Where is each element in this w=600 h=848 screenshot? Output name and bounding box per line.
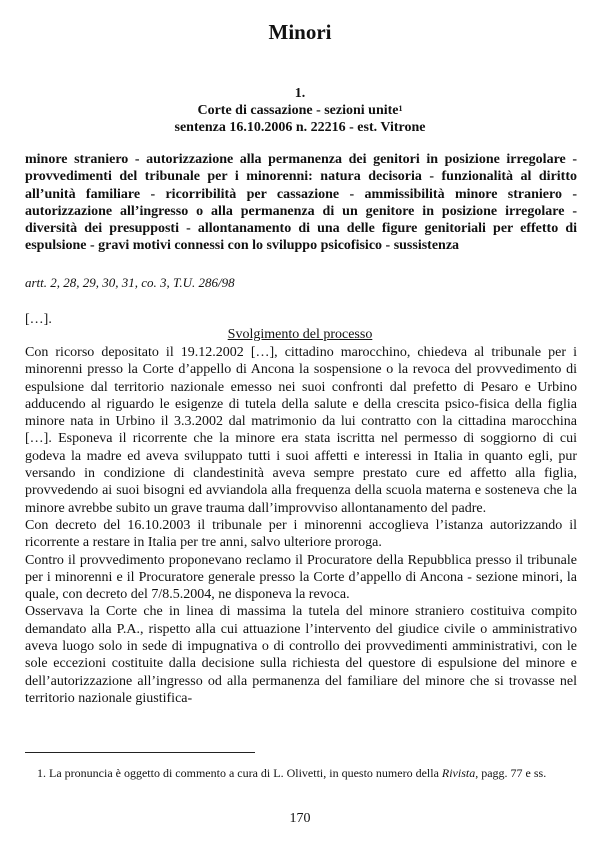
body-paragraph: Con ricorso depositato il 19.12.2002 […], cittadino marocchino, chiedeva al tribunale per i minorenni presso la Corte d’appello di Ancona la sospensione o la revoca del provvedimento di espulsione dal territorio nazionale emesso nei suoi confronti dal prefetto di Pesaro e Urbino adducendo al riguardo le esigenze di tutela della salute e della crescita psico-fisica della figlia minore nata in Urbino il 3.3.2002 dal matrimonio da lui contratto con la cittadina marocchina […]. Esponeva il ricorrente che la minore era stata iscritta nel permesso di soggiorno di cui godeva la madre ed aveva sviluppato tutti i suoi affetti e interessi in Italia in quanto egli, pur versando in condizione di clandestinità aveva sempre prestato cure ed affetto alla figlia, provvedendo ai suoi bisogni ed avviandola alla frequenza della scuola materna e sosteneva che la minore avrebbe subito un grave trauma dall’improvviso allontanamento del padre. <box>25 345 577 516</box>
footnote-text: La pronuncia è oggetto di commento a cura di L. Olivetti, in questo numero della <box>49 766 439 780</box>
footnote-journal: Rivista <box>441 766 476 780</box>
decision-number: 1. <box>294 86 306 101</box>
section-title: Svolgimento del processo <box>227 327 373 342</box>
body-paragraph: Contro il provvedimento proponevano reclamo il Procuratore della Repubblica presso il tribunale per i minorenni e il Procuratore generale presso la Corte d’appello di Ancona - sezione minori, la quale, con decreto del 7/8.5.2004, ne disponeva la revoca. <box>25 552 577 603</box>
law-references: artt. 2, 28, 29, 30, 31, co. 3, T.U. 286/98 <box>25 275 235 290</box>
footnote-reference[interactable]: 1 <box>398 104 403 113</box>
court-name <box>0 102 600 119</box>
footnote-pages: , pagg. 77 e ss. <box>475 766 547 780</box>
sentence-reference: sentenza 16.10.2006 n. 22216 - est. Vitrone <box>174 120 426 135</box>
page-number: 170 <box>289 811 311 826</box>
decision-heading <box>0 85 600 136</box>
footnote <box>25 765 580 781</box>
footnote-divider <box>25 752 255 753</box>
body-paragraph: Con decreto del 16.10.2003 il tribunale per i minorenni accoglieva l’istanza autorizzando il ricorrente a restare in Italia per tre anni, salvo ulteriore proroga. <box>25 517 577 551</box>
footnote-number: 1. <box>37 766 46 780</box>
body-text <box>25 344 577 707</box>
body-paragraph: Osservava la Corte che in linea di massima la tutela del minore straniero costituiva compito demandato alla P.A., rispetto alla cui attuazione l’intervento del giudice civile o amministrativo aveva luogo solo in sede di impugnativa o di controllo dei provvedimenti amministrativi, con le sole eccezioni costituite dalla decisione sulla richiesta del questore di espulsione del minore e dell’autorizzazione all’ingresso od alla permanenza del familiare del minore che si trovasse nel territorio nazionale giustifica- <box>25 604 577 706</box>
page-title: Minori <box>268 20 332 44</box>
omitted-text-marker: […]. <box>25 312 52 327</box>
massima-keywords: minore straniero - autorizzazione alla permanenza dei genitori in posizione irregolare - provvedimenti del tribunale per i minorenni: natura decisoria - funzionalità al diritto all’unità familiare - ricorribilità per cassazione - ammissibilità minore straniero - autorizzazione all’ingresso o alla permanenza di un genitore in posizione irregolare - diversità dei presupposti - allontanamento di una delle figure genitoriali per effetto di espulsione - gravi motivi connessi con lo sviluppo psicofisico - sussistenza <box>25 152 577 254</box>
court-label: Corte di cassazione - sezioni unite <box>197 103 399 118</box>
